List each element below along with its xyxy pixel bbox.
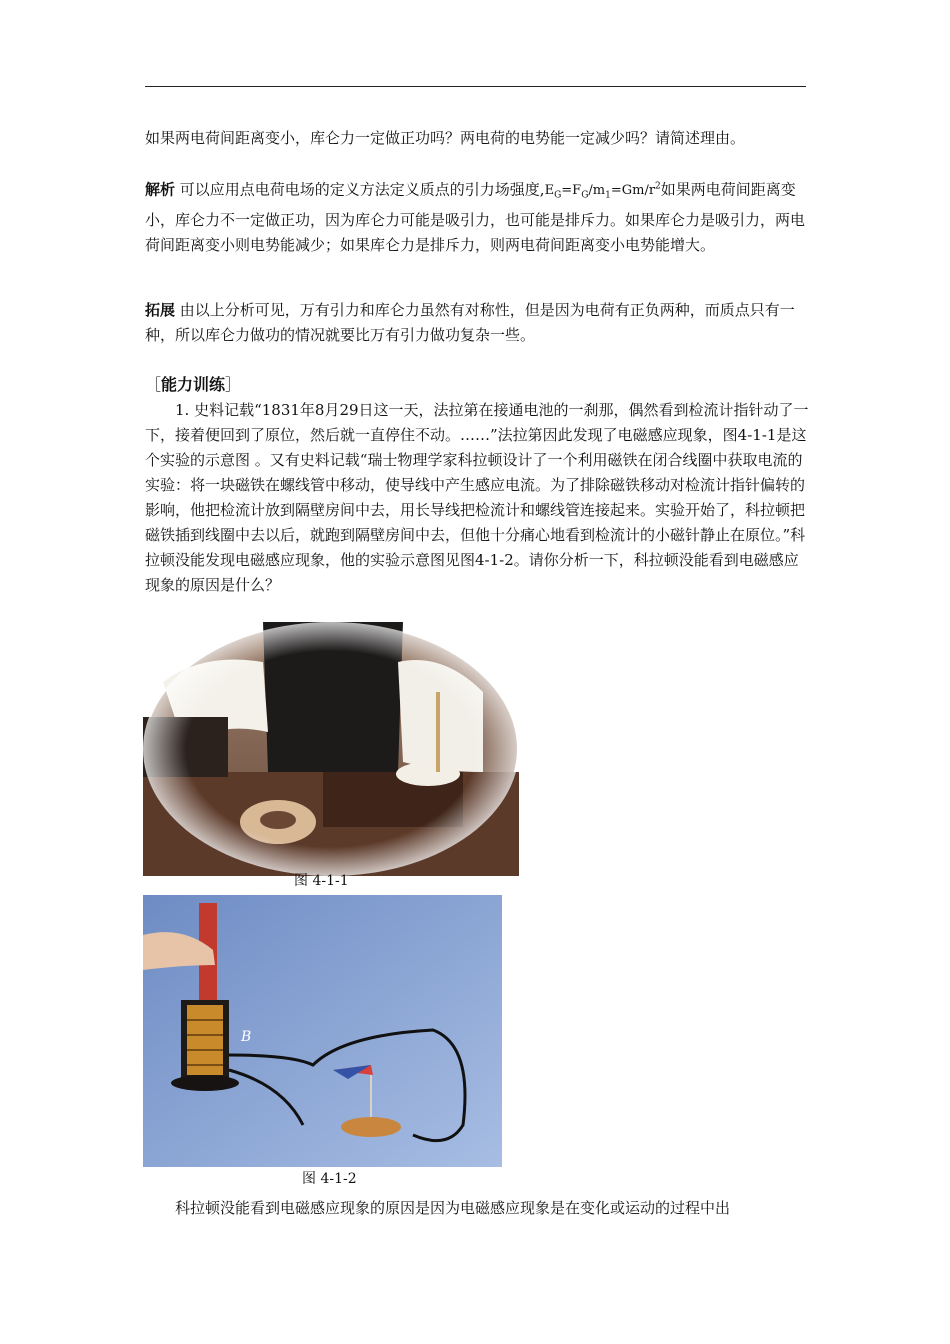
figure-4-1-1-photo: [143, 622, 519, 876]
question-paragraph: [145, 126, 810, 151]
analysis-text-b: 如果两电荷间距离变小，库仑力不一定做正功，因为库仑力可能是吸引力，也可能是排斥力。如果库仑力是吸引力，两电荷间距离变小则电势能减少；如果库仑力是排斥力，则两电荷间距离变小电势能增大。: [145, 180, 806, 254]
answer-paragraph: [145, 1196, 810, 1221]
figure-4-1-1-caption: 图 4-1-1: [294, 873, 349, 889]
figure-label-b: B: [241, 1029, 252, 1045]
analysis-text-a: 可以应用点电荷电场的定义方法定义质点的引力场强度,: [175, 180, 545, 199]
question-1: [145, 398, 810, 598]
faraday-experiment-image: [143, 622, 519, 876]
colladon-experiment-image: [143, 895, 502, 1167]
training-title: 能力训练: [161, 375, 226, 394]
analysis-paragraph: [145, 175, 810, 257]
header-rule: [145, 86, 806, 87]
figure-4-1-2-caption: 图 4-1-2: [302, 1171, 357, 1187]
extension-label: 拓展: [145, 301, 176, 319]
question-text: 如果两电荷间距离变小，库仑力一定做正功吗？两电荷的电势能一定减少吗？请简述理由。: [145, 129, 746, 147]
analysis-label: 解析: [145, 180, 176, 199]
extension-paragraph: [145, 298, 810, 347]
extension-text: 由以上分析可见，万有引力和库仑力虽然有对称性，但是因为电荷有正负两种，而质点只有一种，所以库仑力做功的情况就要比万有引力做功复杂一些。: [145, 301, 795, 344]
field-formula: $E_G=F_G/m_1=Gm/r^2$: [544, 182, 661, 201]
figure-4-1-2-photo: [143, 895, 502, 1167]
training-heading: ［能力训练］: [145, 375, 242, 394]
answer-text: 科拉顿没能看到电磁感应现象的原因是因为电磁感应现象是在变化或运动的过程中出: [175, 1199, 731, 1217]
question-1-text: 1. 史料记载“1831年8月29日这一天，法拉第在接通电池的一刹那，偶然看到检流计指针动了一下，接着便回到了原位，然后就一直停住不动。……”法拉第因此发现了电磁感应现象，图4-1-1是这个实验的示意图 。又有史料记载“瑞士物理学家科拉顿设计了一个利用磁铁在闭合线圈中获取电流的实验：将一块磁铁在螺线管中移动，使导线中产生感应电流。为了排除磁铁移动对检流计指针偏转的影响，他把检流计放到隔壁房间中去，用长导线把检流计和螺线管连接起来。实验开始了，科拉顿把磁铁插到线圈中去以后，就跑到隔壁房间中去，但他十分痛心地看到检流计的小磁针静止在原位。”科拉顿没能发现电磁感应现象，他的实验示意图见图4-1-2。请你分析一下，科拉顿没能看到电磁感应现象的原因是什么？: [145, 401, 809, 594]
